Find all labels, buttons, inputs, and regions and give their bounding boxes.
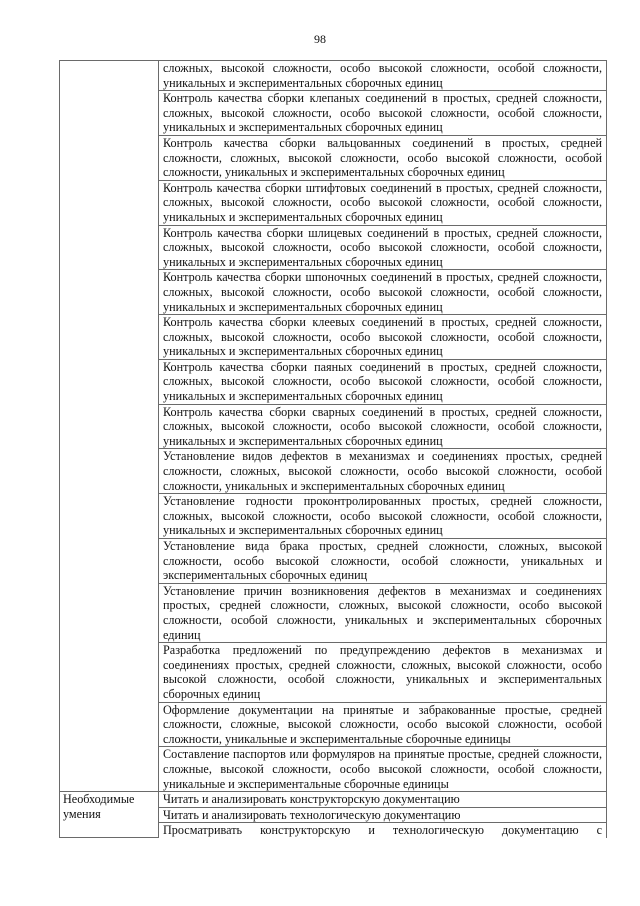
table-row (60, 61, 607, 91)
labor-action-item: Оформление документации на принятые и забракованные простые, средней сложности, сложные, высокой сложности, особо высокой сложности, особой сложности, уникальные и экспериментальные сборочные единицы (159, 702, 607, 747)
page-number: 98 (314, 32, 326, 46)
labor-action-item: Установление годности проконтролированных простых, средней сложности, сложных, высокой сложности, особо высокой сложности, особой сложности, уникальных и экспериментальных сборочных единиц (159, 494, 607, 539)
labor-action-item: Контроль качества сборки вальцованных соединений в простых, средней сложности, сложных, высокой сложности, особо высокой сложности, особой сложности, уникальных и экспериментальных сборочных единиц (159, 135, 607, 180)
labor-action-item: Контроль качества сборки клеевых соединений в простых, средней сложности, сложных, высокой сложности, особо высокой сложности, особой сложности, уникальных и экспериментальных сборочных единиц (159, 315, 607, 360)
skill-item: Читать и анализировать технологическую документацию (159, 807, 607, 823)
labor-action-item: Установление видов дефектов в механизмах и соединениях простых, средней сложности, сложных, высокой сложности, особо высокой сложности, особой сложности, уникальных и экспериментальных сборочных единиц (159, 449, 607, 494)
labor-action-item: сложных, высокой сложности, особо высокой сложности, особой сложности, уникальных и экспериментальных сборочных единиц (159, 61, 607, 91)
labor-action-item: Установление вида брака простых, средней сложности, сложных, высокой сложности, особо высокой сложности, особой сложности, уникальных и экспериментальных сборочных единиц (159, 539, 607, 584)
labor-action-item: Контроль качества сборки шлицевых соединений в простых, средней сложности, сложных, высокой сложности, особо высокой сложности, особой сложности, уникальных и экспериментальных сборочных единиц (159, 225, 607, 270)
labor-action-item: Установление причин возникновения дефектов в механизмах и соединениях простых, средней сложности, сложных, высокой сложности, особо высокой сложности, особой сложности, уникальных и экспериментальных сборочных единиц (159, 583, 607, 642)
labor-action-item: Составление паспортов или формуляров на принятые простые, средней сложности, сложные, высокой сложности, особо высокой сложности, особой сложности, уникальные и экспериментальные сборочные единицы (159, 747, 607, 792)
requirements-table (59, 60, 607, 838)
skill-item: Читать и анализировать конструкторскую документацию (159, 792, 607, 808)
skill-item: Просматривать конструкторскую и технологическую документацию с (159, 823, 607, 838)
table-row (60, 792, 607, 808)
labor-action-item: Контроль качества сборки паяных соединений в простых, средней сложности, сложных, высокой сложности, особо высокой сложности, особой сложности, уникальных и экспериментальных сборочных единиц (159, 359, 607, 404)
labor-actions-label-cell (60, 61, 159, 792)
labor-action-item: Контроль качества сборки шпоночных соединений в простых, средней сложности, сложных, высокой сложности, особо высокой сложности, особой сложности, уникальных и экспериментальных сборочных единиц (159, 270, 607, 315)
labor-action-item: Контроль качества сборки штифтовых соединений в простых, средней сложности, сложных, высокой сложности, особо высокой сложности, особой сложности, уникальных и экспериментальных сборочных единиц (159, 180, 607, 225)
labor-action-item: Разработка предложений по предупреждению дефектов в механизмах и соединениях простых, средней сложности, сложных, высокой сложности, особо высокой сложности, особой сложности, уникальных и экспериментальных сборочных единиц (159, 643, 607, 702)
labor-action-item: Контроль качества сборки сварных соединений в простых, средней сложности, сложных, высокой сложности, особо высокой сложности, особой сложности, уникальных и экспериментальных сборочных единиц (159, 404, 607, 449)
labor-action-item: Контроль качества сборки клепаных соединений в простых, средней сложности, сложных, высокой сложности, особо высокой сложности, особой сложности, уникальных и экспериментальных сборочных единиц (159, 91, 607, 136)
skills-label: Необходимые умения (60, 792, 159, 838)
